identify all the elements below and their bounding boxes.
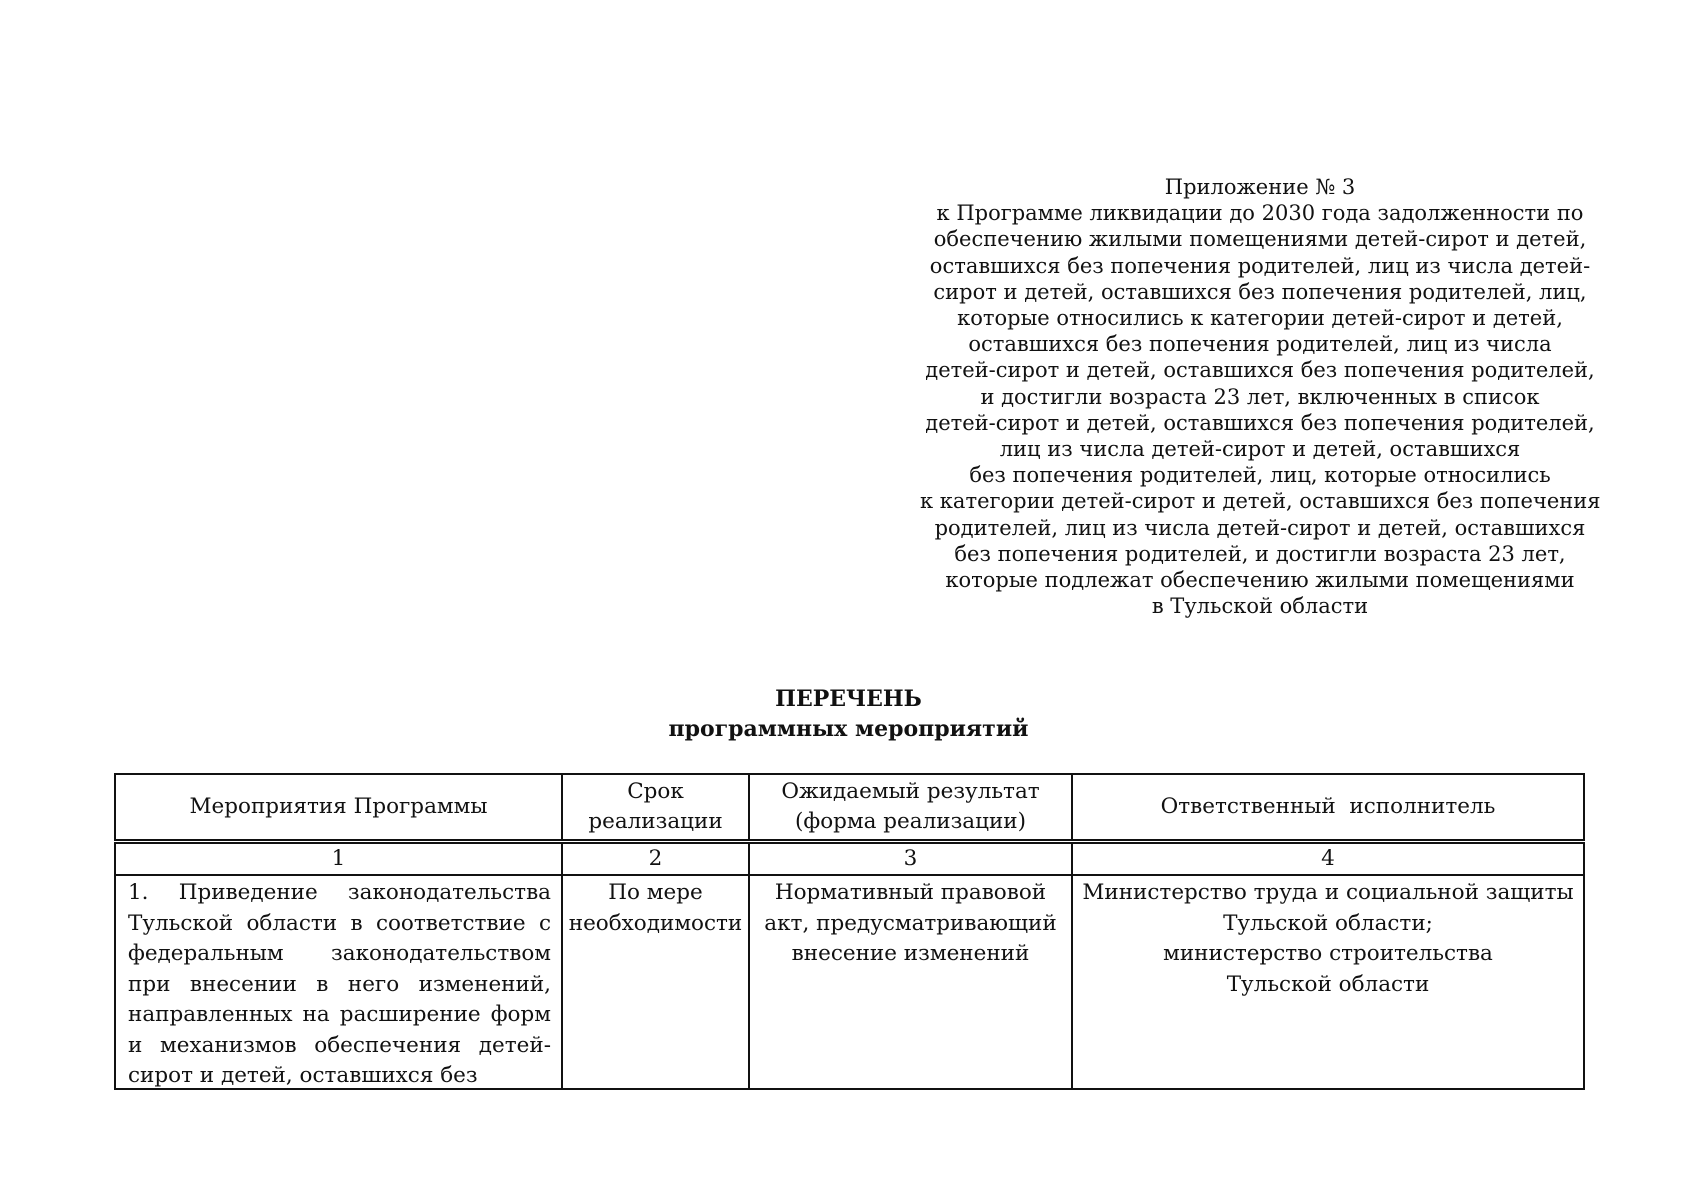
term-line: необходимости bbox=[568, 910, 743, 936]
column-number-row bbox=[115, 842, 1584, 876]
header-executor: Ответственный исполнитель bbox=[1072, 774, 1584, 842]
appendix-line: детей-сирот и детей, оставшихся без попечения родителей, bbox=[925, 358, 1595, 383]
appendix-line: которые подлежат обеспечению жилыми помещениями bbox=[945, 568, 1575, 593]
table-row bbox=[115, 875, 1584, 1089]
appendix-line: детей-сирот и детей, оставшихся без попечения родителей, bbox=[925, 410, 1595, 435]
term-cell bbox=[562, 875, 749, 1089]
executor-cell bbox=[1072, 875, 1584, 1089]
measure-cell bbox=[115, 875, 562, 1089]
executor-line: Тульской области; bbox=[1223, 910, 1433, 936]
column-number: 4 bbox=[1072, 842, 1584, 876]
appendix-line: к категории детей-сирот и детей, оставшихся без попечения bbox=[920, 489, 1601, 514]
appendix-line: без попечения родителей, и достигли возраста 23 лет, bbox=[954, 541, 1566, 566]
measure-text: 1. Приведение законодательства Тульской области в соответствие с федеральным законодательством при внесении в него изменений, направленных на расширение форм и механизмов обеспечения детей-сирот и детей, оставшихся без bbox=[128, 880, 551, 1088]
executor-line: Тульской области bbox=[1226, 971, 1430, 997]
header-term: Срок реализации bbox=[562, 774, 749, 842]
appendix-line: к Программе ликвидации до 2030 года задолженности по bbox=[936, 201, 1584, 226]
header-measures: Мероприятия Программы bbox=[115, 774, 562, 842]
title-sub: программных мероприятий bbox=[668, 716, 1029, 742]
term-line: По мере bbox=[608, 880, 703, 905]
document-title bbox=[0, 684, 1697, 744]
appendix-line: оставшихся без попечения родителей, лиц из числа bbox=[968, 332, 1552, 357]
appendix-line: сирот и детей, оставшихся без попечения родителей, лиц, bbox=[933, 279, 1587, 304]
result-cell bbox=[749, 875, 1072, 1089]
appendix-line: лиц из числа детей-сирот и детей, оставшихся bbox=[999, 437, 1521, 462]
column-number: 3 bbox=[749, 842, 1072, 876]
appendix-line: Приложение № 3 bbox=[1164, 175, 1356, 199]
appendix-line: и достигли возраста 23 лет, включенных в список bbox=[980, 384, 1540, 409]
result-line: внесение изменений bbox=[791, 941, 1030, 966]
title-main: ПЕРЕЧЕНЬ bbox=[775, 686, 922, 712]
header-result: Ожидаемый результат (форма реализации) bbox=[749, 774, 1072, 842]
appendix-line: обеспечению жилыми помещениями детей-сирот и детей, bbox=[933, 227, 1587, 252]
result-line: акт, предусматривающий bbox=[764, 910, 1057, 936]
executor-line: Министерство труда и социальной защиты bbox=[1082, 880, 1574, 905]
result-line: Нормативный правовой bbox=[774, 880, 1047, 905]
table-header-row bbox=[115, 774, 1584, 842]
appendix-line: в Тульской области bbox=[1151, 594, 1369, 619]
appendix-line: которые относились к категории детей-сирот и детей, bbox=[957, 306, 1563, 331]
appendix-line: оставшихся без попечения родителей, лиц из числа детей- bbox=[929, 253, 1591, 278]
column-number: 2 bbox=[562, 842, 749, 876]
executor-line: министерство строительства bbox=[1163, 941, 1493, 966]
appendix-line: родителей, лиц из числа детей-сирот и детей, оставшихся bbox=[934, 515, 1586, 540]
measures-table bbox=[114, 773, 1585, 1090]
column-number: 1 bbox=[115, 842, 562, 876]
appendix-heading bbox=[920, 174, 1600, 619]
appendix-line: без попечения родителей, лиц, которые относились bbox=[969, 463, 1551, 488]
